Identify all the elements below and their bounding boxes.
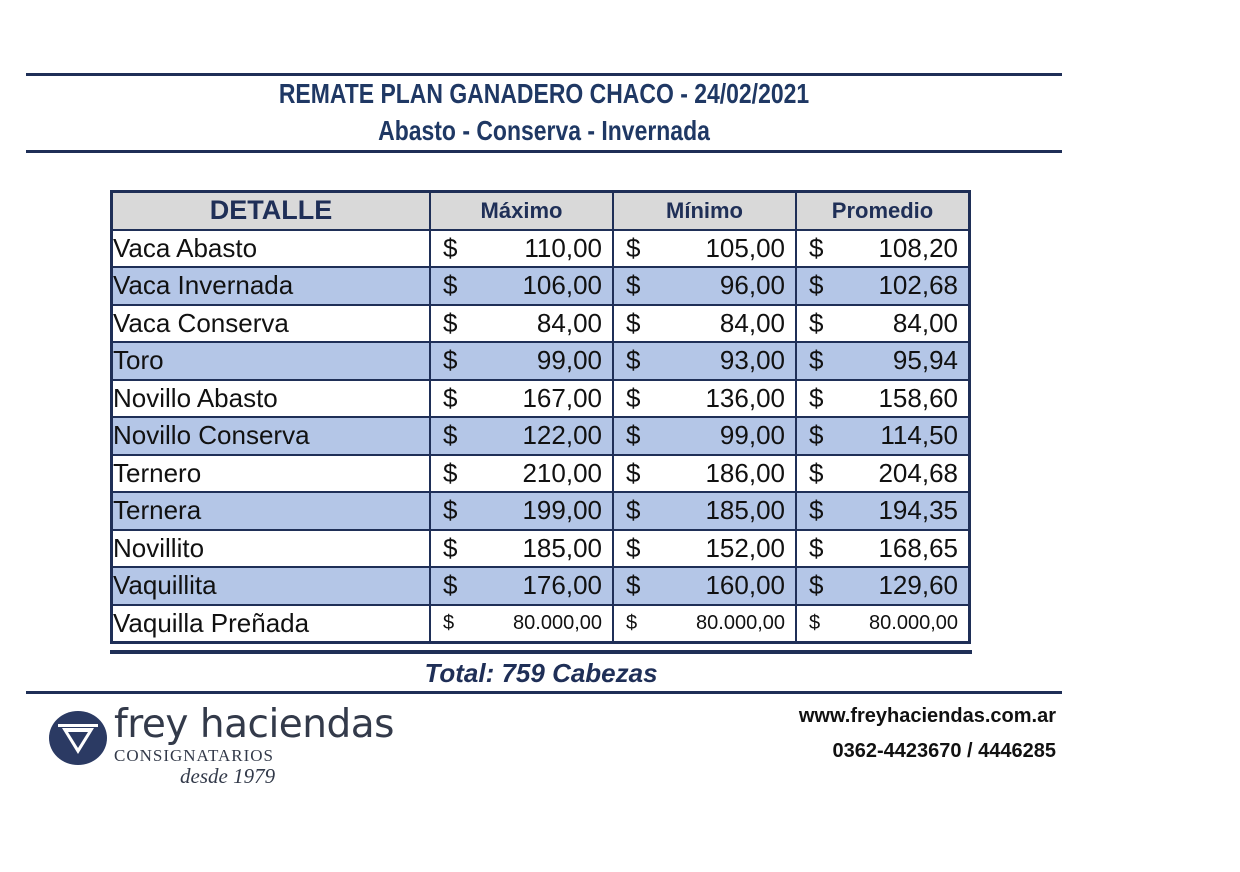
price-value: 168,65 bbox=[878, 532, 958, 563]
price-value: 158,60 bbox=[878, 382, 958, 413]
currency-symbol: $ bbox=[626, 382, 641, 413]
price-value: 204,68 bbox=[878, 457, 958, 488]
table-row bbox=[112, 380, 970, 418]
row-label: Vaquilla Preñada bbox=[112, 605, 431, 643]
cell-max bbox=[430, 267, 613, 305]
price-value: 122,00 bbox=[522, 420, 602, 451]
table-row bbox=[112, 417, 970, 455]
currency-symbol: $ bbox=[626, 532, 641, 563]
currency-symbol: $ bbox=[443, 495, 458, 526]
cell-avg bbox=[796, 417, 970, 455]
currency-symbol: $ bbox=[626, 611, 638, 634]
price-value: 110,00 bbox=[524, 232, 602, 263]
price-value: 160,00 bbox=[705, 570, 785, 601]
currency-symbol: $ bbox=[443, 532, 458, 563]
currency-symbol: $ bbox=[626, 232, 641, 263]
cell-max bbox=[430, 530, 613, 568]
currency-symbol: $ bbox=[443, 270, 458, 301]
cell-avg bbox=[796, 267, 970, 305]
cell-min bbox=[613, 230, 796, 268]
price-table bbox=[110, 190, 971, 644]
column-header-promedio: Promedio bbox=[796, 192, 970, 230]
price-value: 102,68 bbox=[878, 270, 958, 301]
row-label: Novillo Abasto bbox=[112, 380, 431, 418]
table-row bbox=[112, 230, 970, 268]
column-header-minimo: Mínimo bbox=[613, 192, 796, 230]
price-value: 210,00 bbox=[522, 457, 602, 488]
cell-max bbox=[430, 567, 613, 605]
price-value: 114,50 bbox=[880, 420, 958, 451]
cell-max bbox=[430, 230, 613, 268]
cell-min bbox=[613, 530, 796, 568]
table-row bbox=[112, 267, 970, 305]
currency-symbol: $ bbox=[626, 307, 641, 338]
cell-min bbox=[613, 305, 796, 343]
table-row bbox=[112, 530, 970, 568]
cell-max bbox=[430, 342, 613, 380]
cell-min bbox=[613, 492, 796, 530]
frey-logo-icon bbox=[48, 710, 108, 766]
currency-symbol: $ bbox=[626, 270, 641, 301]
cell-min bbox=[613, 417, 796, 455]
currency-symbol: $ bbox=[809, 457, 824, 488]
currency-symbol: $ bbox=[809, 232, 824, 263]
brand-tagline: CONSIGNATARIOS bbox=[114, 746, 274, 765]
row-label: Ternero bbox=[112, 455, 431, 493]
currency-symbol: $ bbox=[443, 382, 458, 413]
price-value: 105,00 bbox=[705, 232, 785, 263]
row-label: Vaquillita bbox=[112, 567, 431, 605]
row-label: Vaca Conserva bbox=[112, 305, 431, 343]
price-value: 99,00 bbox=[536, 345, 602, 376]
price-value: 84,00 bbox=[719, 307, 785, 338]
total-heads: Total: 759 Cabezas bbox=[424, 658, 658, 688]
price-value: 84,00 bbox=[536, 307, 602, 338]
row-label: Toro bbox=[112, 342, 431, 380]
cell-max bbox=[430, 455, 613, 493]
cell-avg bbox=[796, 305, 970, 343]
currency-symbol: $ bbox=[626, 570, 641, 601]
cell-avg bbox=[796, 455, 970, 493]
price-value: 167,00 bbox=[522, 382, 602, 413]
price-value: 80.000,00 bbox=[513, 611, 602, 634]
table-header-row bbox=[112, 192, 970, 230]
cell-avg bbox=[796, 530, 970, 568]
top-rule bbox=[26, 73, 1062, 76]
price-value: 93,00 bbox=[719, 345, 785, 376]
currency-symbol: $ bbox=[443, 307, 458, 338]
cell-max bbox=[430, 417, 613, 455]
row-label: Novillo Conserva bbox=[112, 417, 431, 455]
price-value: 194,35 bbox=[878, 495, 958, 526]
price-value: 80.000,00 bbox=[696, 611, 785, 634]
price-value: 95,94 bbox=[892, 345, 958, 376]
price-value: 80.000,00 bbox=[869, 611, 958, 634]
currency-symbol: $ bbox=[809, 307, 824, 338]
page-subtitle: Abasto - Conserva - Invernada bbox=[378, 115, 710, 146]
price-value: 96,00 bbox=[719, 270, 785, 301]
table-bottom-rule bbox=[110, 650, 972, 654]
currency-symbol: $ bbox=[626, 457, 641, 488]
table-row bbox=[112, 455, 970, 493]
brand-name: frey haciendas bbox=[114, 702, 394, 747]
cell-min bbox=[613, 567, 796, 605]
price-value: 136,00 bbox=[705, 382, 785, 413]
price-value: 129,60 bbox=[878, 570, 958, 601]
table-row bbox=[112, 305, 970, 343]
currency-symbol: $ bbox=[809, 532, 824, 563]
currency-symbol: $ bbox=[809, 382, 824, 413]
cell-min bbox=[613, 267, 796, 305]
price-value: 185,00 bbox=[522, 532, 602, 563]
cell-avg bbox=[796, 230, 970, 268]
price-value: 106,00 bbox=[522, 270, 602, 301]
cell-min bbox=[613, 380, 796, 418]
phone-numbers: 0362-4423670 / 4446285 bbox=[832, 740, 1056, 762]
row-label: Vaca Invernada bbox=[112, 267, 431, 305]
price-value: 199,00 bbox=[522, 495, 602, 526]
currency-symbol: $ bbox=[443, 457, 458, 488]
cell-avg bbox=[796, 342, 970, 380]
cell-max bbox=[430, 380, 613, 418]
currency-symbol: $ bbox=[809, 570, 824, 601]
brand-since: desde 1979 bbox=[180, 764, 276, 788]
table-row bbox=[112, 492, 970, 530]
table-row bbox=[112, 567, 970, 605]
price-value: 84,00 bbox=[892, 307, 958, 338]
currency-symbol: $ bbox=[809, 270, 824, 301]
price-value: 185,00 bbox=[705, 495, 785, 526]
currency-symbol: $ bbox=[443, 345, 458, 376]
currency-symbol: $ bbox=[443, 420, 458, 451]
column-header-maximo: Máximo bbox=[430, 192, 613, 230]
cell-avg bbox=[796, 492, 970, 530]
cell-min bbox=[613, 342, 796, 380]
currency-symbol: $ bbox=[626, 495, 641, 526]
currency-symbol: $ bbox=[809, 611, 821, 634]
price-value: 186,00 bbox=[705, 457, 785, 488]
column-header-detalle: DETALLE bbox=[112, 192, 431, 230]
currency-symbol: $ bbox=[626, 345, 641, 376]
currency-symbol: $ bbox=[809, 495, 824, 526]
page-title: REMATE PLAN GANADERO CHACO - 24/02/2021 bbox=[278, 78, 810, 109]
table-row bbox=[112, 342, 970, 380]
cell-max bbox=[430, 492, 613, 530]
cell-avg bbox=[796, 567, 970, 605]
row-label: Novillito bbox=[112, 530, 431, 568]
price-value: 99,00 bbox=[719, 420, 785, 451]
currency-symbol: $ bbox=[443, 611, 455, 634]
row-label: Vaca Abasto bbox=[112, 230, 431, 268]
currency-symbol: $ bbox=[809, 345, 824, 376]
cell-min bbox=[613, 605, 796, 643]
cell-avg bbox=[796, 380, 970, 418]
price-value: 152,00 bbox=[705, 532, 785, 563]
footer-rule bbox=[26, 691, 1062, 694]
cell-min bbox=[613, 455, 796, 493]
website-link[interactable]: www.freyhaciendas.com.ar bbox=[798, 705, 1056, 727]
currency-symbol: $ bbox=[626, 420, 641, 451]
table-body bbox=[112, 230, 970, 643]
cell-avg bbox=[796, 605, 970, 643]
row-label: Ternera bbox=[112, 492, 431, 530]
currency-symbol: $ bbox=[809, 420, 824, 451]
cell-max bbox=[430, 605, 613, 643]
table-row bbox=[112, 605, 970, 643]
cell-max bbox=[430, 305, 613, 343]
header-rule bbox=[26, 150, 1062, 153]
currency-symbol: $ bbox=[443, 570, 458, 601]
price-value: 176,00 bbox=[522, 570, 602, 601]
currency-symbol: $ bbox=[443, 232, 458, 263]
price-value: 108,20 bbox=[878, 232, 958, 263]
